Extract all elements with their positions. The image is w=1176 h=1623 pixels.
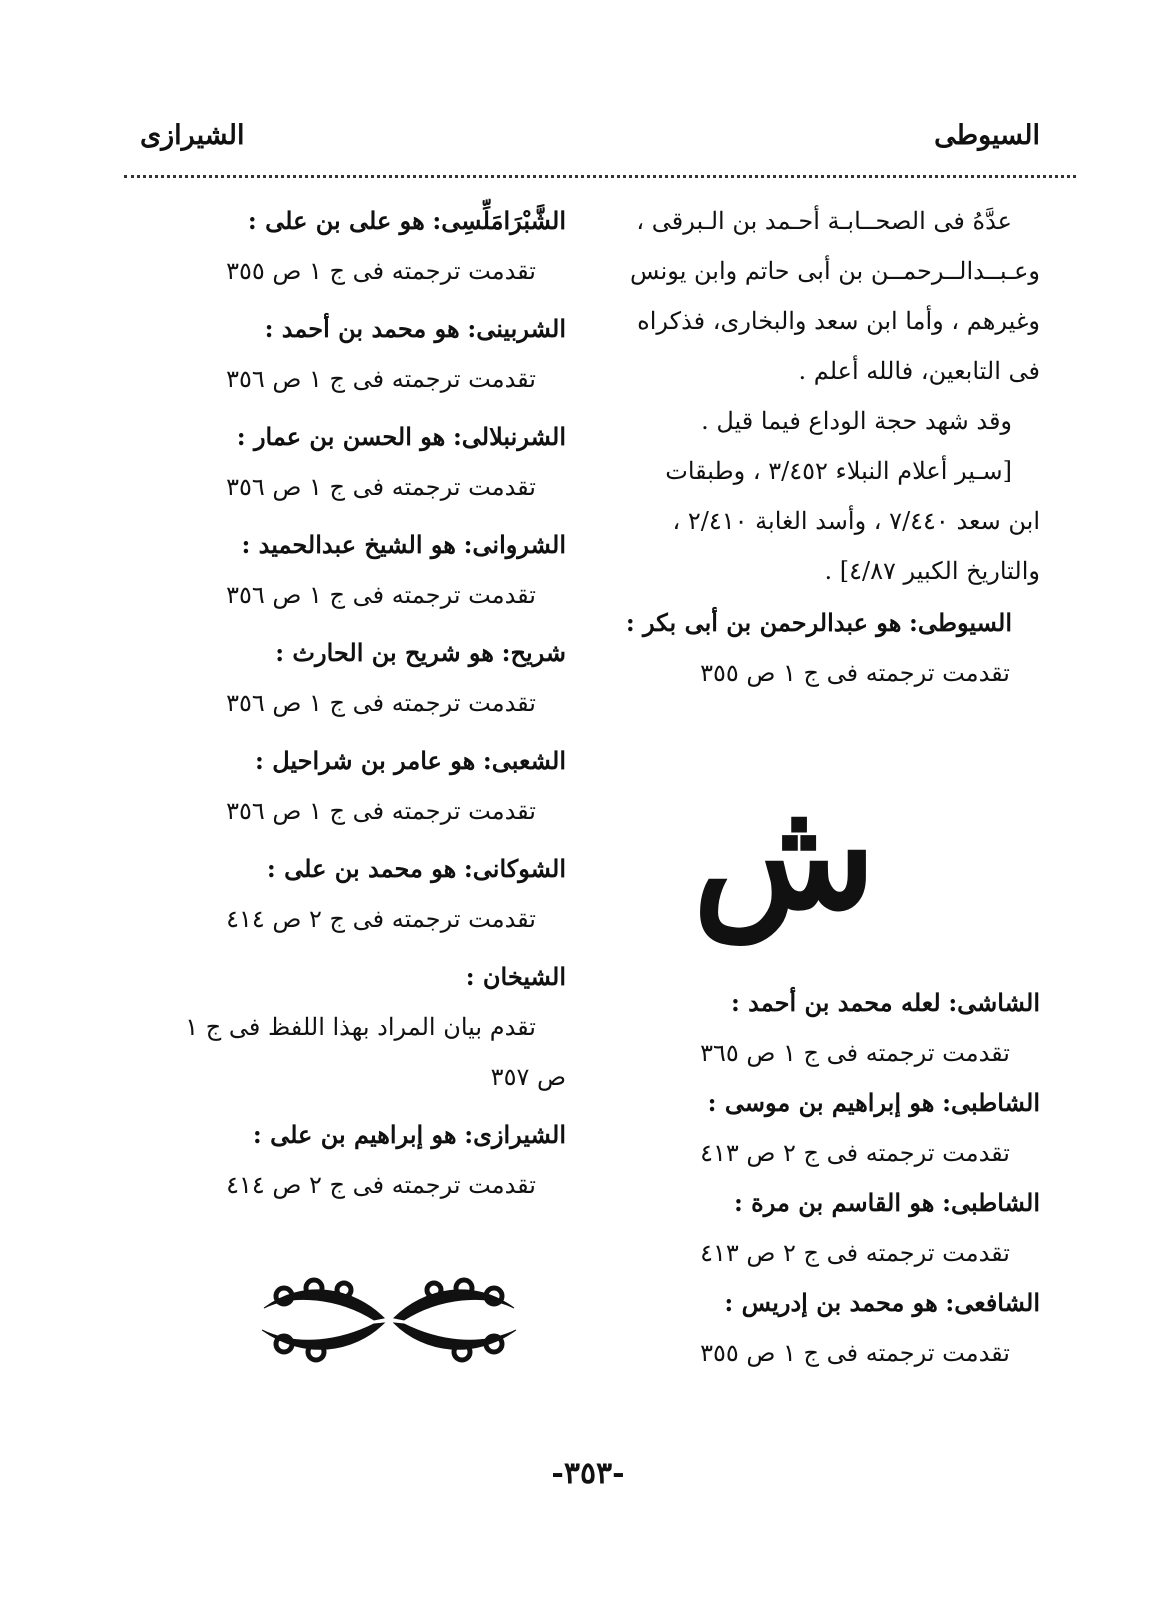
running-header-left: الشيرازى — [140, 120, 245, 151]
entry-reference: تقدمت ترجمته فى ج ١ ص ٣٥٦ — [226, 473, 536, 501]
index-entry — [118, 628, 566, 728]
entry-term: الشرنبلالى: — [452, 422, 566, 451]
entry-reference: تقدمت ترجمته فى ج ١ ص ٣٥٦ — [226, 689, 536, 717]
entry-term: السيوطى: — [909, 608, 1012, 637]
entry-reference: تقدمت ترجمته فى ج ١ ص ٣٥٥ — [226, 257, 536, 285]
entry-term: الشربينى: — [467, 314, 566, 343]
entry-definition: هو على بن على : — [247, 206, 425, 235]
index-entry — [118, 1110, 566, 1210]
entry-reference: تقدمت ترجمته فى ج ٢ ص ٤١٤ — [226, 905, 536, 933]
entry-term: الشَّبْرَامَلِّسِى: — [432, 206, 566, 235]
entry-term: الشوكانى: — [463, 854, 566, 883]
citation-line: ابن سعد ٧/٤٤٠ ، وأسد الغابة ٢/٤١٠ ، — [672, 507, 1040, 535]
entry-definition: هو إبراهيم بن موسى : — [707, 1088, 935, 1117]
index-entry — [118, 844, 566, 944]
entry-reference: تقدمت ترجمته فى ج ١ ص ٣٥٥ — [700, 659, 1010, 687]
index-entry — [118, 736, 566, 836]
paragraph-line: وغيرهم ، وأما ابن سعد والبخارى، فذكراه — [637, 307, 1040, 335]
entry-term: الشاطبى: — [942, 1088, 1040, 1117]
index-entry — [592, 1078, 1040, 1178]
index-entry — [118, 304, 566, 404]
shin-entries — [592, 978, 1040, 1378]
citation-line: [سـير أعلام النبلاء ٣/٤٥٢ ، وطبقات — [665, 457, 1012, 485]
entry-definition: هو محمد بن أحمد : — [264, 314, 460, 343]
page-number: -٣٥٣- — [551, 1456, 625, 1491]
right-column — [592, 196, 1040, 706]
entry-reference: تقدمت ترجمته فى ج ٢ ص ٤١٣ — [700, 1139, 1010, 1167]
entry-definition: هو شريح بن الحارث : — [275, 638, 494, 667]
entry-reference: تقدمت ترجمته فى ج ١ ص ٣٦٥ — [700, 1039, 1010, 1067]
entry-reference: تقدمت ترجمته فى ج ١ ص ٣٥٦ — [226, 581, 536, 609]
entry-term: الشيخان : — [465, 962, 566, 991]
index-entry — [592, 1178, 1040, 1278]
floral-ornament — [244, 1268, 534, 1368]
entry-reference: تقدمت ترجمته فى ج ٢ ص ٤١٣ — [700, 1239, 1010, 1267]
entry-term: الشافعى: — [945, 1288, 1040, 1317]
entry-definition: هو محمد بن على : — [266, 854, 457, 883]
entry-reference: تقدمت ترجمته فى ج ١ ص ٣٥٦ — [226, 365, 536, 393]
entry-term: الشعبى: — [482, 746, 566, 775]
index-entry — [118, 196, 566, 296]
entry-definition: هو إبراهيم بن على : — [252, 1120, 457, 1149]
paragraph-line: عدَّهُ فى الصحــابـة أحـمد بن الـبرقى ، — [636, 207, 1012, 235]
entry-definition: هو القاسم بن مرة : — [733, 1188, 935, 1217]
index-entry — [592, 978, 1040, 1078]
entry-reference: تقدمت ترجمته فى ج ١ ص ٣٥٥ — [700, 1339, 1010, 1367]
index-entry — [118, 412, 566, 512]
entry-term: شريح: — [501, 638, 566, 667]
entry-term: الشاشى: — [948, 988, 1040, 1017]
index-entry-shaykhan — [118, 952, 566, 1102]
entry-definition: هو عبدالرحمن بن أبى بكر : — [625, 608, 902, 637]
entry-term: الشيرازى: — [464, 1120, 566, 1149]
section-letter: ش — [692, 767, 876, 943]
entry-term: الشروانى: — [463, 530, 566, 559]
entry-reference: تقدمت ترجمته فى ج ٢ ص ٤١٤ — [226, 1171, 536, 1199]
index-entry — [592, 1278, 1040, 1378]
paragraph-line: وعـبــدالــرحمــن بن أبى حاتم وابن يونس — [630, 257, 1040, 285]
entry-reference: تقدمت ترجمته فى ج ١ ص ٣٥٦ — [226, 797, 536, 825]
entry-definition: هو عامر بن شراحيل : — [254, 746, 476, 775]
entry-reference-continued: ص ٣٥٧ — [490, 1063, 566, 1091]
entry-term: الشاطبى: — [942, 1188, 1040, 1217]
citation-block — [592, 446, 1040, 596]
biography-paragraph — [592, 196, 1040, 396]
entry-definition: هو محمد بن إدريس : — [724, 1288, 938, 1317]
entry-reference: تقدم بيان المراد بهذا اللفظ فى ج ١ — [185, 1013, 536, 1041]
header-dotted-rule — [124, 175, 1076, 178]
entry-definition: هو الشيخ عبدالحميد : — [241, 530, 456, 559]
index-entry — [118, 520, 566, 620]
index-entry — [592, 598, 1040, 698]
entry-definition: لعله محمد بن أحمد : — [730, 988, 941, 1017]
entry-definition: هو الحسن بن عمار : — [236, 422, 446, 451]
left-column — [118, 196, 566, 1218]
running-header-right: السيوطى — [934, 120, 1040, 151]
paragraph-line: فى التابعين، فالله أعلم . — [798, 357, 1040, 385]
hajj-note: وقد شهد حجة الوداع فيما قيل . — [701, 407, 1012, 435]
citation-line: والتاريخ الكبير ٤/٨٧] . — [824, 557, 1040, 585]
